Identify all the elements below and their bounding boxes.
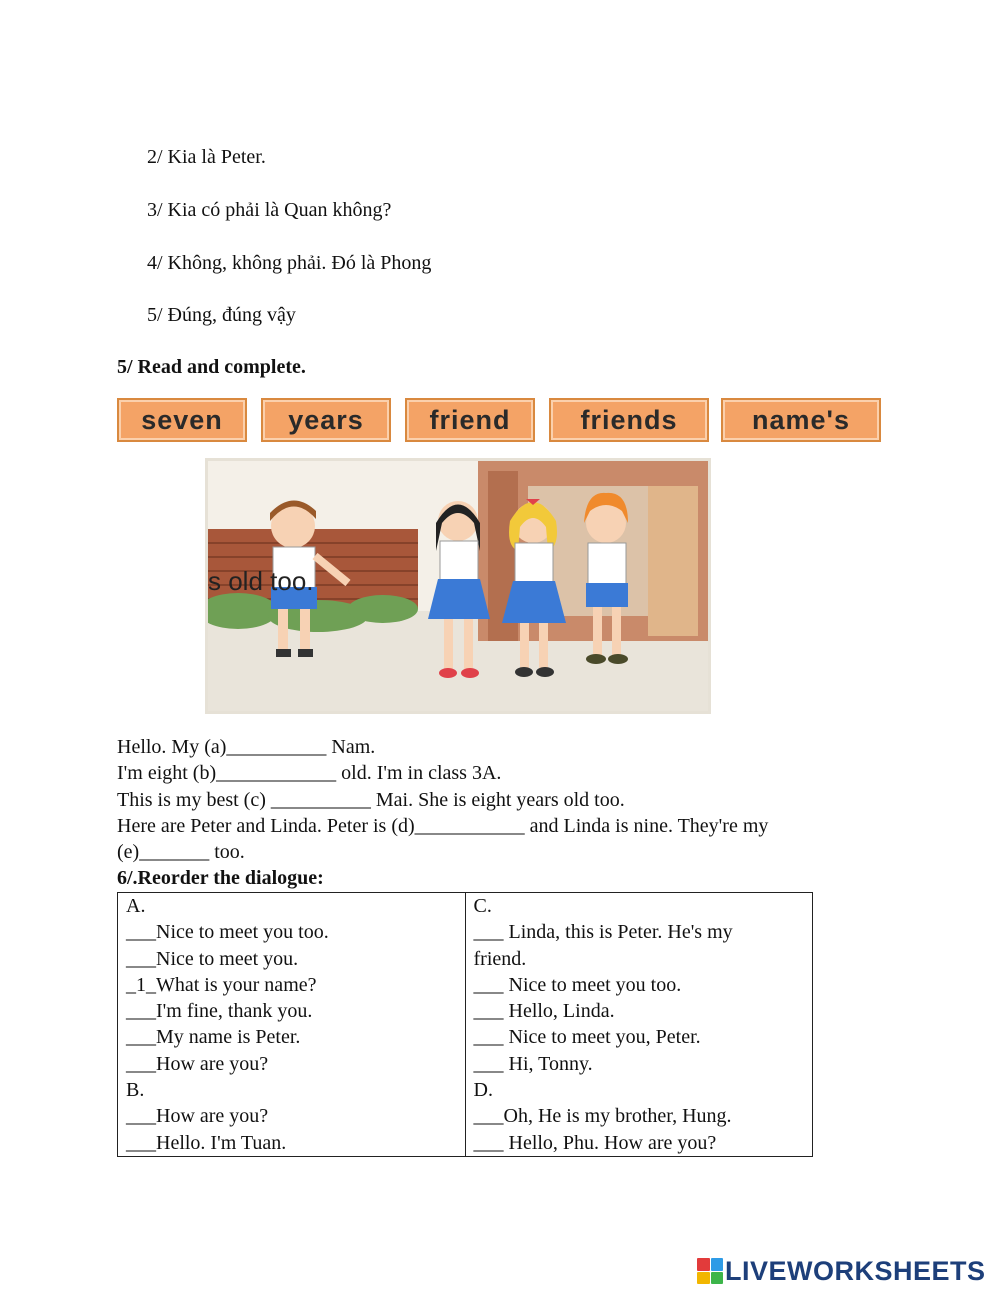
- dialogue-line[interactable]: ___Oh, He is my brother, Hung.: [473, 1105, 732, 1128]
- liveworksheets-logo-icon: [697, 1258, 723, 1284]
- dialogue-label-d: D.: [473, 1079, 493, 1102]
- passage-line-c: This is my best (c) __________ Mai. She is eight years old too.: [117, 789, 625, 811]
- dialogue-line[interactable]: ___ Nice to meet you, Peter.: [473, 1026, 701, 1049]
- dialogue-line[interactable]: ___How are you?: [126, 1105, 269, 1128]
- dialogue-label-c: C.: [473, 895, 492, 917]
- word-seven[interactable]: seven: [117, 398, 247, 442]
- word-bank: [117, 394, 889, 444]
- liveworksheets-logo[interactable]: [697, 1256, 986, 1286]
- dialogue-label-a: A.: [126, 895, 146, 917]
- dialogue-line[interactable]: ___I'm fine, thank you.: [126, 1000, 313, 1023]
- liveworksheets-logo-text: LIVEWORKSHEETS: [725, 1255, 986, 1286]
- dialogue-line-continued: friend.: [473, 947, 527, 970]
- children-illustration: [205, 458, 711, 714]
- dialogue-line[interactable]: ___ Hi, Tonny.: [473, 1052, 593, 1075]
- dialogue-left-column: [118, 893, 466, 1157]
- translation-item-2: 2/ Kia là Peter.: [147, 146, 266, 168]
- passage-line-e: (e)_______ too.: [117, 841, 245, 863]
- dialogue-line[interactable]: _1_What is your name?: [126, 973, 317, 996]
- passage-line-a: Hello. My (a)__________ Nam.: [117, 736, 376, 758]
- translation-item-3: 3/ Kia có phải là Quan không?: [147, 199, 392, 221]
- dialogue-line[interactable]: ___Hello. I'm Tuan.: [126, 1131, 287, 1154]
- word-friend[interactable]: friend: [405, 398, 535, 442]
- dialogue-line[interactable]: ___Nice to meet you.: [126, 947, 299, 970]
- translation-item-4: 4/ Không, không phải. Đó là Phong: [147, 252, 432, 274]
- section-6-title: 6/.Reorder the dialogue:: [117, 867, 324, 889]
- dialogue-line[interactable]: ___ Hello, Phu. How are you?: [473, 1131, 717, 1154]
- dialogue-line[interactable]: ___How are you?: [126, 1052, 269, 1075]
- dialogue-line[interactable]: ___ Nice to meet you too.: [473, 973, 682, 996]
- dialogue-right-column: [465, 893, 813, 1157]
- dialogue-line[interactable]: ___My name is Peter.: [126, 1026, 301, 1049]
- picture-overlay-caption: s old too.: [208, 566, 314, 596]
- passage-line-d: Here are Peter and Linda. Peter is (d)___________ and Linda is nine. They're my: [117, 815, 769, 837]
- dialogue-line[interactable]: ___ Linda, this is Peter. He's my: [473, 921, 733, 944]
- word-names[interactable]: name's: [721, 398, 881, 442]
- dialogue-line[interactable]: ___ Hello, Linda.: [473, 1000, 615, 1023]
- word-friends[interactable]: friends: [549, 398, 709, 442]
- dialogue-label-b: B.: [126, 1079, 145, 1102]
- dialogue-line[interactable]: ___Nice to meet you too.: [126, 921, 329, 944]
- word-years[interactable]: years: [261, 398, 391, 442]
- passage-line-b: I'm eight (b)____________ old. I'm in class 3A.: [117, 762, 502, 784]
- dialogue-table: [117, 892, 813, 1157]
- translation-item-5: 5/ Đúng, đúng vậy: [147, 304, 296, 326]
- section-5-title: 5/ Read and complete.: [117, 356, 306, 378]
